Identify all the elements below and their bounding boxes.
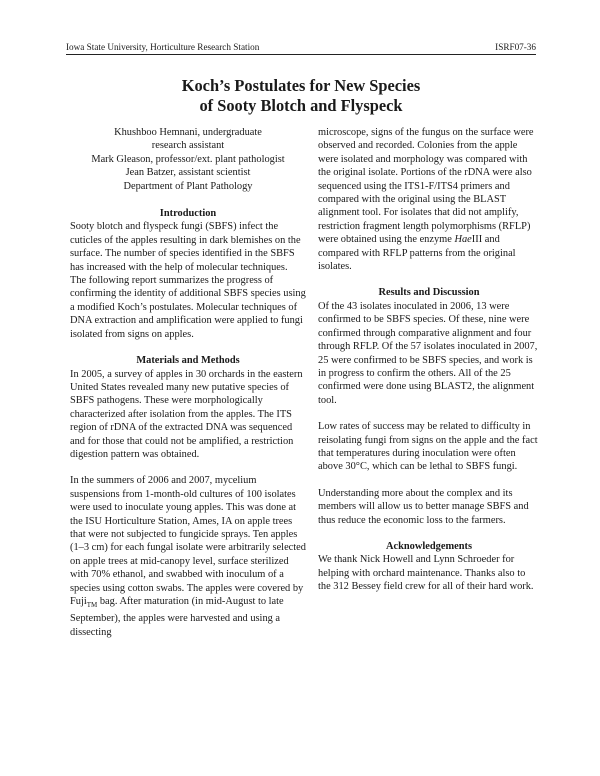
title-line-2: of Sooty Blotch and Flyspeck: [199, 96, 403, 115]
author-line: Mark Gleason, professor/ext. plant pathologist: [91, 153, 285, 165]
header-report-id: ISRF07-36: [495, 42, 536, 52]
enzyme-name: Hae: [454, 234, 472, 246]
author-line: Department of Plant Pathology: [123, 180, 253, 192]
left-column: [70, 126, 306, 639]
trademark-mark: TM: [86, 601, 98, 610]
materials-p2-continued-text: microscope, signs of the fungus on the surface were observed and recorded. Colonies from the apple were isolated and morphology was compared with the original isolate. Portions of the rDNA were also sequenced using the ITS1-F/ITS4 primers and compared with the original using the BLAST alignment tool. For isolates that did not amplify, restriction fragment length polymorphisms (RFLP) were obtained using the enzyme: [318, 127, 534, 246]
introduction-heading: Introduction: [159, 208, 217, 220]
header-institution: Iowa State University, Horticulture Research Station: [66, 42, 260, 52]
acknowledgements-heading: Acknowledgements: [385, 540, 472, 552]
introduction-body: Sooty blotch and flyspeck fungi (SBFS) infect the cuticles of the apples resulting in dark blemishes on the surface. The number of species identified in the SBFS has increased with the help of molecular techniques. The following report summarizes the progress of confirming the identity of additional SBFS species using a modified Koch’s postulates. Molecular techniques of DNA extraction and amplification were applied to fungi isolated from signs on apples.: [70, 221, 306, 340]
results-paragraph-3: Understanding more about the complex and its members will allow us to better manage SBFS and thus reduce the economic loss to the farmers.: [318, 487, 529, 526]
page-title: [66, 76, 536, 116]
materials-paragraph-2: [70, 474, 306, 639]
author-line: Khushboo Hemnani, undergraduate: [114, 127, 262, 138]
author-line: Jean Batzer, assistant scientist: [125, 167, 251, 179]
header-rule: [66, 54, 536, 55]
materials-heading: Materials and Methods: [136, 355, 240, 367]
results-paragraph-2: Low rates of success may be related to difficulty in reisolating fungi from signs on the apple and the fact that temperatures during inoculation were often above 30°C, which can be lethal to SBFS fungi.: [318, 421, 538, 473]
right-column: [318, 126, 540, 594]
results-heading: Results and Discussion: [378, 287, 480, 299]
materials-p2-text: In the summers of 2006 and 2007, mycelium suspensions from 1-month-old cultures of 100 isolates were used to inoculate young apples. This was done at the ISU Horticulture Station, Ames, IA on apple trees that were not subjected to fungicide sprays. Ten apples (1–3 cm) for each fungal isolate were arbitrarily selected on apple trees at mid-canopy level, surface sterilized with 70% ethanol, and swabbed with inoculum of a species using cotton swabs. The apples were covered by Fuji: [70, 475, 306, 607]
materials-paragraph-2-continued: [318, 126, 540, 273]
materials-p2-text-cont: bag. After maturation (in mid-August to late September), the apples were harvested and using a dissecting: [70, 596, 284, 638]
title-line-1: Koch’s Postulates for New Species: [181, 76, 421, 95]
author-block: [70, 126, 306, 193]
materials-p2-ending: III and compared with RFLP patterns from the original isolates.: [318, 234, 516, 273]
acknowledgements-body: We thank Nick Howell and Lynn Schroeder for helping with orchard maintenance. Thanks also to the 312 Bessey field crew for all of their hard work.: [318, 554, 534, 593]
author-line: research assistant: [151, 140, 225, 152]
materials-paragraph-1: In 2005, a survey of apples in 30 orchards in the eastern United States revealed many new putative species of SBFS pathogens. These were morphologically characterized after isolation from the apples. The ITS region of rDNA of the extracted DNA was sequenced and for those that could not be amplified, a restriction digestion pattern was obtained.: [70, 368, 303, 460]
results-paragraph-1: Of the 43 isolates inoculated in 2006, 13 were confirmed to be SBFS species. Of these, nine were confirmed through comparative alignment and four through RFLP. Of the 57 isolates inoculated in 2007, 25 were confirmed to be SBFS species, and work is in progress to confirm the others. All of the 25 confirmed were done using BLAST2, the alignment tool.: [318, 300, 538, 406]
